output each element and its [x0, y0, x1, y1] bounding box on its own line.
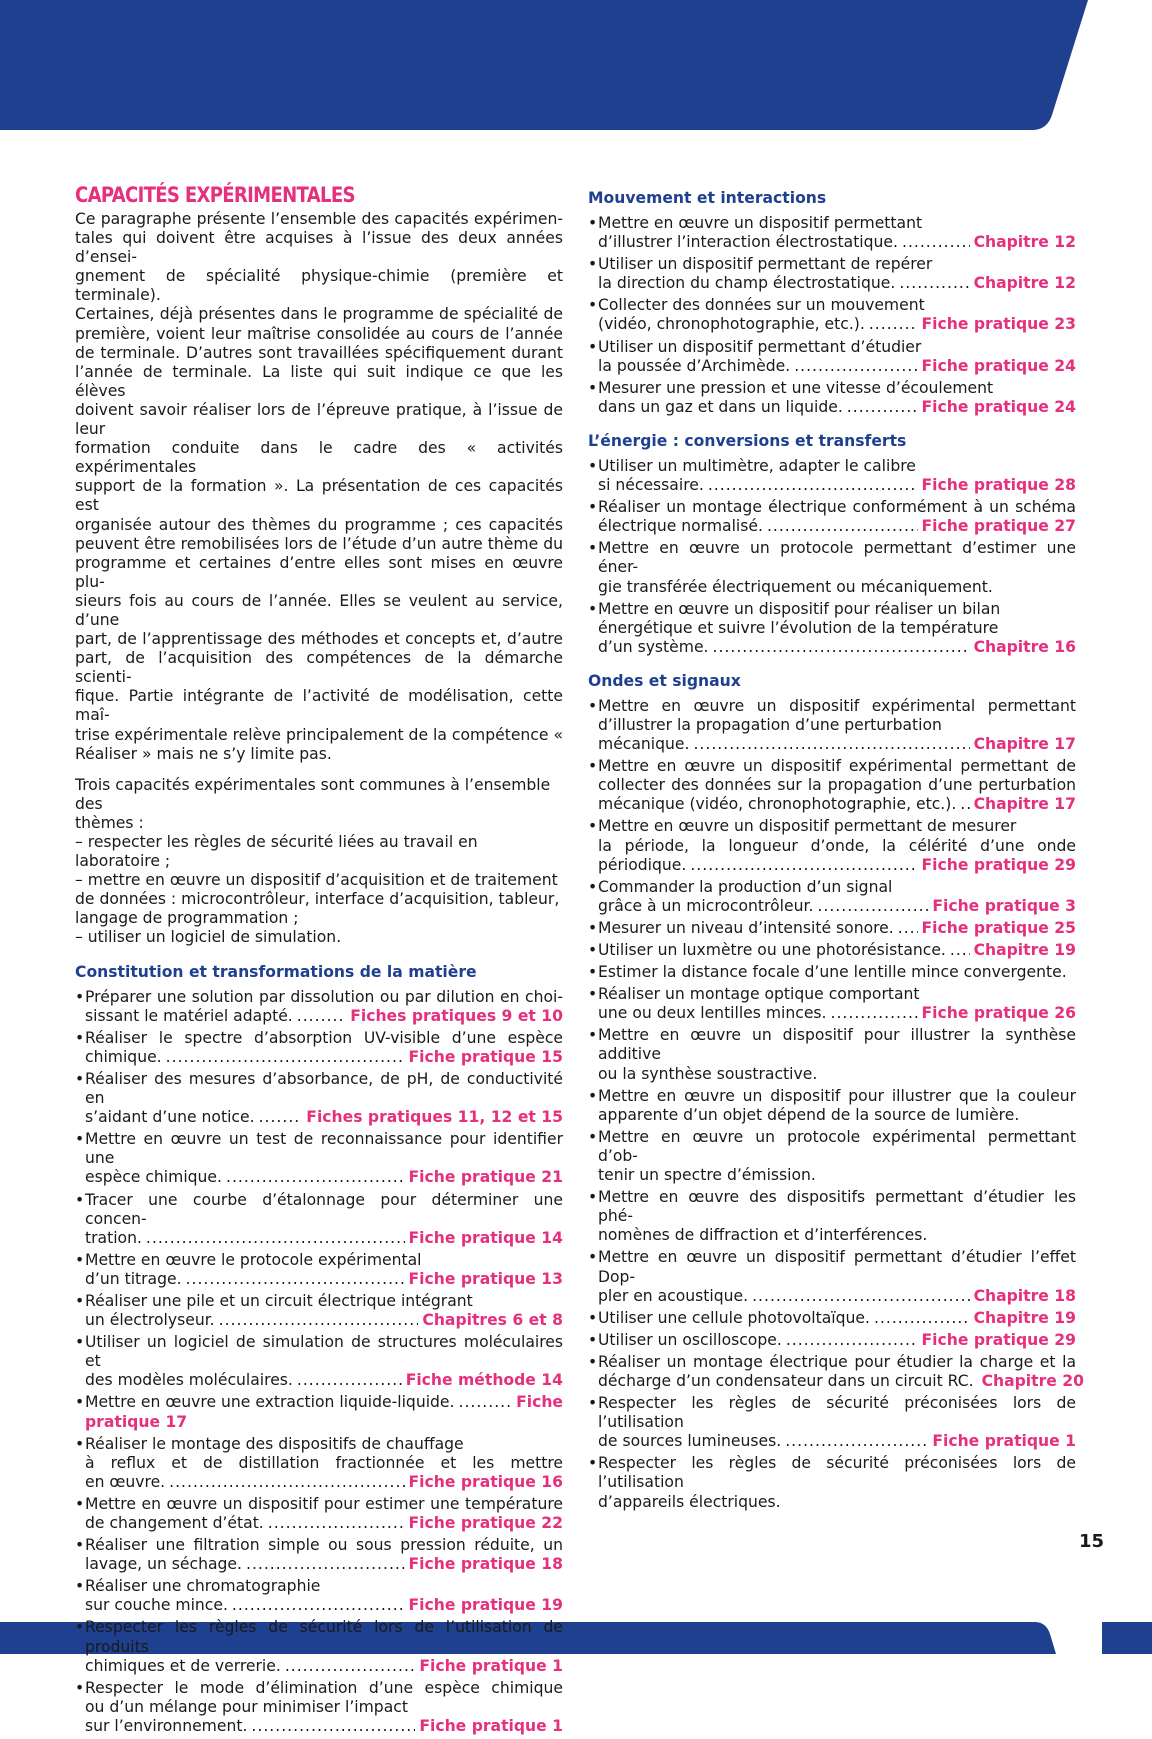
- dot-leader: [713, 638, 970, 657]
- capacity-item: [75, 1191, 563, 1248]
- capacity-last-line: [598, 476, 1076, 495]
- reference-link: Fiche pratique 14: [408, 1228, 563, 1247]
- capacity-last-line: [598, 941, 1076, 960]
- capacity-text: • Réaliser un montage optique comportant: [598, 985, 920, 1004]
- dot-leader: [767, 517, 918, 536]
- capacity-last-line: [85, 1108, 563, 1127]
- header-band: [0, 0, 1152, 130]
- reference-link: Fiche pratique 16: [408, 1472, 563, 1491]
- capacity-item: [588, 1248, 1076, 1305]
- capacity-text: en œuvre.: [85, 1472, 166, 1491]
- capacity-text: électrique normalisé.: [598, 517, 763, 536]
- capacity-text: sissant le matériel adapté.: [85, 1006, 293, 1025]
- capacity-text: • Utiliser un dispositif permettant d’étudier: [598, 337, 922, 356]
- reference-link: Fiche: [516, 1393, 563, 1412]
- capacity-item: [588, 697, 1076, 754]
- dot-leader: [458, 1393, 512, 1412]
- capacity-item: [75, 1029, 563, 1067]
- dot-leader: [708, 476, 918, 495]
- capacity-text: • Mettre en œuvre un test de reconnaissance pour identifier une: [85, 1130, 563, 1168]
- capacity-list-energie: [588, 457, 1076, 657]
- capacity-text: • Mettre en œuvre un protocole permettant d’estimer une éner-: [598, 539, 1076, 577]
- reference-link: Chapitre 17: [973, 735, 1076, 754]
- capacity-text: • Utiliser un logiciel de simulation de structures moléculaires et: [85, 1333, 563, 1371]
- dot-leader: [869, 315, 918, 334]
- capacity-item: [75, 1618, 563, 1675]
- text-line: l’année de terminale. La liste qui suit indique ce que les élèves: [75, 362, 563, 400]
- capacity-last-line: [85, 1007, 563, 1026]
- capacity-text: • Mettre en œuvre un dispositif expérimental permettant: [598, 696, 1076, 715]
- capacity-last-line: [598, 1004, 1076, 1023]
- text-line: programme et certaines d’entre elles sont mises en œuvre plu-: [75, 553, 563, 591]
- capacity-text: de sources lumineuses.: [598, 1432, 782, 1451]
- capacity-text: la direction du champ électrostatique.: [598, 274, 896, 293]
- dot-leader: [693, 735, 969, 754]
- reference-link: Fiche pratique 18: [408, 1555, 563, 1574]
- capacity-item: [75, 1495, 563, 1533]
- reference-link: Chapitre 12: [973, 274, 1076, 293]
- capacity-item: [588, 1026, 1076, 1083]
- dot-leader: [899, 274, 969, 293]
- dot-leader: [690, 856, 917, 875]
- capacity-last-line: [85, 1514, 563, 1533]
- reference-link: Fiche pratique 26: [921, 1004, 1076, 1023]
- reference-link: Fiche pratique 3: [932, 896, 1076, 915]
- common-capacities-paragraph: [75, 776, 563, 948]
- capacity-last-line: [598, 398, 1076, 417]
- capacity-text: gie transférée électriquement ou mécaniquement.: [598, 577, 993, 596]
- text-line: part, de l’apprentissage des méthodes et concepts et, d’autre: [75, 630, 563, 649]
- capacity-text: • Mesurer un niveau d’intensité sonore.: [598, 918, 894, 937]
- capacity-text: un électrolyseur.: [85, 1311, 215, 1330]
- capacity-text: • Utiliser une cellule photovoltaïque.: [598, 1308, 870, 1327]
- capacity-text: • Mesurer une pression et une vitesse d’écoulement: [598, 378, 994, 397]
- capacity-text: • Réaliser une chromatographie: [85, 1577, 321, 1596]
- capacity-item: [588, 214, 1076, 252]
- capacity-text: • Respecter les règles de sécurité préconisées lors de l’utilisation: [598, 1394, 1076, 1432]
- capacity-last-line: [598, 919, 1076, 938]
- capacity-list-ondes: [588, 696, 1084, 1512]
- capacity-text: • Respecter le mode d’élimination d’une espèce chimique: [85, 1678, 563, 1697]
- capacity-text: • Réaliser une filtration simple ou sous pression réduite, un: [85, 1536, 563, 1555]
- capacity-text: • Réaliser le montage des dispositifs de chauffage: [85, 1434, 464, 1453]
- capacity-text: • Mettre en œuvre un dispositif pour réaliser un bilan: [598, 599, 1001, 618]
- text-line: part, de l’acquisition des compétences de la démarche scienti-: [75, 649, 563, 687]
- capacity-item: [588, 1128, 1076, 1185]
- capacity-text: d’un système.: [598, 637, 709, 656]
- reference-link: Fiche pratique 19: [408, 1596, 563, 1615]
- text-line: thèmes :: [75, 813, 144, 832]
- capacity-last-line: [598, 795, 1076, 814]
- capacity-text: une ou deux lentilles minces.: [598, 1004, 827, 1023]
- text-line: Ce paragraphe présente l’ensemble des capacités expérimen-: [75, 210, 563, 228]
- right-column: [588, 182, 1084, 1515]
- capacity-item: [588, 338, 1076, 376]
- reference-link: Fiche pratique 25: [921, 918, 1076, 937]
- capacity-item: [588, 963, 1076, 982]
- capacity-text: • Mettre en œuvre un dispositif permettant: [598, 214, 923, 232]
- capacity-text: espèce chimique.: [85, 1168, 222, 1187]
- capacity-list-matiere: [75, 988, 563, 1736]
- capacity-item: [588, 498, 1076, 536]
- text-line: Réaliser » mais ne s’y limite pas.: [75, 744, 332, 763]
- reference-link: Fiche pratique 24: [921, 397, 1076, 416]
- reference-link: Chapitre 16: [973, 637, 1076, 656]
- reference-link: Fiche méthode 14: [405, 1371, 563, 1390]
- reference-link: Chapitre 19: [973, 941, 1076, 959]
- reference-link: Fiche pratique 28: [921, 476, 1076, 495]
- section-title-matiere: Constitution et transformations de la matière: [75, 962, 477, 981]
- capacity-last-line: [598, 233, 1076, 252]
- reference-link: Fiche pratique 29: [921, 855, 1076, 874]
- dot-leader: [752, 1287, 969, 1306]
- capacity-text: s’aidant d’une notice.: [85, 1108, 255, 1127]
- reference-link: Chapitre 20: [981, 1371, 1084, 1390]
- dot-leader: [831, 1004, 918, 1023]
- capacity-last-line: [598, 1331, 1076, 1350]
- capacity-item: [588, 379, 1076, 417]
- reference-link: Fiche pratique 13: [408, 1269, 563, 1288]
- capacity-item: [588, 539, 1076, 596]
- capacity-text: • Préparer une solution par dissolution ou par dilution en choi-: [85, 987, 563, 1006]
- page-number: 15: [1078, 1531, 1104, 1552]
- text-line: Trois capacités expérimentales sont communes à l’ensemble des: [75, 775, 551, 813]
- capacity-text: ou la synthèse soustractive.: [598, 1064, 818, 1083]
- dot-leader: [166, 1048, 405, 1067]
- capacity-last-line: [85, 1229, 563, 1248]
- capacity-last-line: [598, 1309, 1076, 1328]
- capacity-text: tenir un spectre d’émission.: [598, 1166, 816, 1185]
- capacity-text: • Utiliser un oscilloscope.: [598, 1330, 782, 1349]
- capacity-text: mécanique.: [598, 735, 690, 754]
- dot-leader: [817, 897, 928, 916]
- page-title: CAPACITÉS EXPÉRIMENTALES: [75, 183, 355, 207]
- capacity-item: [588, 600, 1076, 657]
- reference-link: Fiche pratique 21: [408, 1168, 563, 1187]
- capacity-text: la poussée d’Archimède.: [598, 356, 791, 375]
- text-line: formation conduite dans le cadre des « activités expérimentales: [75, 439, 563, 477]
- dot-leader: [960, 795, 969, 814]
- capacity-item: [75, 1679, 563, 1736]
- capacity-item: [588, 919, 1076, 938]
- capacity-text: • Mettre en œuvre un dispositif permettant de mesurer: [598, 817, 1017, 836]
- reference-link: Fiches pratiques 11, 12 et 15: [306, 1108, 563, 1127]
- capacity-last-line: [85, 1717, 563, 1736]
- dot-leader: [902, 233, 970, 252]
- capacity-text: sur couche mince.: [85, 1596, 228, 1615]
- capacity-text: nomènes de diffraction et d’interférences.: [598, 1226, 928, 1245]
- capacity-item: [75, 1130, 563, 1187]
- capacity-text: • Utiliser un multimètre, adapter le calibre: [598, 456, 916, 475]
- capacity-last-line: [598, 517, 1076, 536]
- reference-link: Fiche pratique 27: [921, 517, 1076, 536]
- capacity-text: • Mettre en œuvre une extraction liquide-liquide.: [85, 1393, 455, 1412]
- capacity-last-line: [85, 1657, 563, 1676]
- reference-link: Fiche pratique 15: [408, 1047, 563, 1066]
- capacity-item: [588, 1087, 1076, 1125]
- capacity-item: [588, 757, 1076, 814]
- capacity-last-line: [598, 1371, 1084, 1391]
- dot-leader: [219, 1311, 419, 1330]
- capacity-text: • Réaliser un montage électrique pour étudier la charge et la: [598, 1352, 1076, 1371]
- capacity-text: • Tracer une courbe d’étalonnage pour déterminer une concen-: [85, 1190, 563, 1228]
- capacity-text: apparente d’un objet dépend de la source de lumière.: [598, 1105, 1020, 1124]
- capacity-text: si nécessaire.: [598, 476, 704, 495]
- reference-link-continued: pratique 17: [85, 1412, 188, 1431]
- capacity-text: à reflux et de distillation fractionnée et les mettre: [85, 1453, 563, 1472]
- text-line: support de la formation ». La présentation de ces capacités est: [75, 477, 563, 515]
- capacity-last-line: [598, 638, 1076, 657]
- capacity-item: [75, 1251, 563, 1289]
- capacity-last-line: [85, 1473, 563, 1492]
- capacity-last-line: [598, 315, 1076, 334]
- dot-leader: [246, 1555, 405, 1574]
- dot-leader: [297, 1007, 346, 1026]
- section-title-ondes: Ondes et signaux: [588, 671, 741, 690]
- left-column: [75, 182, 563, 1739]
- capacity-text: (vidéo, chronophotographie, etc.).: [598, 315, 865, 334]
- text-line: peuvent être remobilisées lors de l’étude d’un autre thème du: [75, 534, 563, 553]
- capacity-text: • Mettre en œuvre le protocole expérimental: [85, 1250, 422, 1269]
- capacity-item: [588, 255, 1076, 293]
- dot-leader: [169, 1473, 404, 1492]
- capacity-text: • Réaliser des mesures d’absorbance, de pH, de conductivité en: [85, 1069, 563, 1108]
- capacity-text: • Collecter des données sur un mouvement: [598, 296, 925, 315]
- reference-link: Fiche pratique 1: [419, 1716, 563, 1735]
- capacity-last-line: [598, 1287, 1076, 1306]
- text-line: organisée autour des thèmes du programme ; ces capacités: [75, 515, 563, 534]
- capacity-item: [588, 817, 1076, 874]
- dot-leader: [268, 1514, 405, 1533]
- capacity-item: [588, 1188, 1076, 1245]
- text-line: doivent savoir réaliser lors de l’épreuve pratique, à l’issue de leur: [75, 400, 563, 439]
- capacity-text: • Réaliser une pile et un circuit électrique intégrant: [85, 1291, 473, 1310]
- capacity-item: [75, 988, 563, 1026]
- capacity-text: • Mettre en œuvre des dispositifs permettant d’étudier les phé-: [598, 1188, 1076, 1226]
- capacity-item: [588, 878, 1076, 916]
- capacity-text: chimique.: [85, 1047, 162, 1066]
- dot-leader: [186, 1270, 405, 1289]
- capacity-text: chimiques et de verrerie.: [85, 1656, 281, 1675]
- section-title-mouvement: Mouvement et interactions: [588, 189, 827, 207]
- capacity-last-line: [598, 735, 1076, 754]
- capacity-list-mouvement: [588, 214, 1076, 417]
- capacity-last-line: [598, 856, 1076, 875]
- dot-leader: [950, 941, 970, 960]
- text-line: tales qui doivent être acquises à l’issue des deux années d’ensei-: [75, 229, 563, 267]
- text-line: Certaines, déjà présentes dans le programme de spécialité de: [75, 305, 563, 324]
- capacity-text: • Mettre en œuvre un dispositif permettant d’étudier l’effet Dop-: [598, 1248, 1076, 1286]
- dot-leader: [259, 1108, 303, 1127]
- capacity-text: • Respecter les règles de sécurité préconisées lors de l’utilisation: [598, 1454, 1076, 1492]
- capacity-text: lavage, un séchage.: [85, 1555, 242, 1574]
- intro-paragraph: [75, 210, 563, 764]
- dot-leader: [297, 1371, 402, 1390]
- capacity-text: • Respecter les règles de sécurité lors de l’utilisation de produits: [85, 1618, 563, 1656]
- capacity-text: • Mettre en œuvre un dispositif pour estimer une température: [85, 1494, 563, 1513]
- capacity-last-line: [85, 1393, 563, 1412]
- capacity-item: [75, 1393, 563, 1431]
- dot-leader: [786, 1331, 918, 1350]
- reference-link: Fiche pratique 22: [408, 1514, 563, 1532]
- capacity-text: • Mettre en œuvre un dispositif pour illustrer que la couleur: [598, 1086, 1076, 1105]
- capacity-last-line: [598, 1432, 1076, 1451]
- capacity-text: dans un gaz et dans un liquide.: [598, 397, 843, 416]
- capacity-text: pler en acoustique.: [598, 1286, 749, 1305]
- capacity-last-line: [85, 1311, 563, 1330]
- capacity-last-line: [85, 1168, 563, 1187]
- capacity-text: ou d’un mélange pour minimiser l’impact: [85, 1697, 408, 1716]
- capacity-text: tration.: [85, 1228, 142, 1247]
- capacity-item: [588, 1309, 1076, 1328]
- reference-link: Chapitre 19: [973, 1308, 1076, 1327]
- capacity-text: énergétique et suivre l’évolution de la température: [598, 618, 999, 637]
- capacity-text: • Estimer la distance focale d’une lentille mince convergente.: [598, 963, 1067, 982]
- capacity-text: d’illustrer l’interaction électrostatique.: [598, 233, 898, 252]
- dot-leader: [847, 398, 918, 417]
- capacity-item: [588, 296, 1076, 334]
- capacity-text: décharge d’un condensateur dans un circuit RC.: [598, 1371, 974, 1390]
- capacity-last-line: [85, 1555, 563, 1574]
- capacity-item: [75, 1070, 563, 1127]
- dot-leader: [898, 919, 918, 938]
- capacity-text: des modèles moléculaires.: [85, 1371, 293, 1390]
- capacity-item: [588, 1352, 1084, 1391]
- capacity-text: d’illustrer la propagation d’une perturbation: [598, 715, 942, 734]
- dot-leader: [251, 1717, 415, 1736]
- capacity-item: [588, 1394, 1076, 1451]
- capacity-text: • Réaliser un montage électrique conformément à un schéma: [598, 498, 1076, 517]
- capacity-text: • Mettre en œuvre un protocole expérimental permettant d’ob-: [598, 1127, 1076, 1165]
- capacity-text: périodique.: [598, 855, 687, 874]
- capacity-last-line: [85, 1048, 563, 1067]
- reference-link: Fiche pratique 1: [419, 1656, 563, 1675]
- capacity-text: mécanique (vidéo, chronophotographie, etc.).: [598, 795, 957, 814]
- capacity-text: de changement d’état.: [85, 1514, 264, 1532]
- capacity-text: • Utiliser un luxmètre ou une photorésistance.: [598, 941, 946, 959]
- capacity-text: collecter des données sur la propagation d’une perturbation: [598, 776, 1076, 795]
- capacity-last-line: [598, 897, 1076, 916]
- capacity-item: [75, 1333, 563, 1390]
- text-line: sieurs fois au cours de l’année. Elles se veulent au service, d’une: [75, 591, 563, 629]
- capacity-item: [75, 1435, 563, 1492]
- dot-leader: [794, 357, 917, 376]
- capacity-item: [75, 1536, 563, 1574]
- capacity-last-line: [598, 357, 1076, 376]
- capacity-text: la période, la longueur d’onde, la célérité d’une onde: [598, 836, 1076, 855]
- capacity-item: [75, 1292, 563, 1330]
- reference-link: Chapitre 12: [973, 233, 1076, 252]
- capacity-text: • Commander la production d’un signal: [598, 877, 893, 896]
- capacity-item: [588, 1454, 1076, 1511]
- capacity-last-line: [85, 1270, 563, 1289]
- reference-link: Chapitre 18: [973, 1286, 1076, 1305]
- text-line: – utiliser un logiciel de simulation.: [75, 928, 342, 947]
- reference-link: Fiche pratique 24: [921, 356, 1076, 375]
- text-line: de terminale. D’autres sont travaillées spécifiquement durant: [75, 343, 563, 362]
- capacity-text: • Réaliser le spectre d’absorption UV-visible d’une espèce: [85, 1028, 563, 1047]
- reference-link: Chapitres 6 et 8: [422, 1311, 563, 1330]
- section-title-energie: L’énergie : conversions et transferts: [588, 431, 907, 450]
- capacity-text: d’appareils électriques.: [598, 1492, 781, 1511]
- dot-leader: [232, 1596, 405, 1615]
- capacity-last-line: [85, 1596, 563, 1615]
- reference-link: Fiche pratique 29: [921, 1330, 1076, 1349]
- text-line: langage de programmation ;: [75, 909, 299, 928]
- capacity-text: • Mettre en œuvre un dispositif expérimental permettant de: [598, 757, 1076, 776]
- text-line: gnement de spécialité physique-chimie (première et terminale).: [75, 267, 563, 305]
- text-line: fique. Partie intégrante de l’activité de modélisation, cette maî-: [75, 687, 563, 725]
- dot-leader: [285, 1657, 416, 1676]
- capacity-text: • Mettre en œuvre un dispositif pour illustrer la synthèse additive: [598, 1026, 1076, 1064]
- text-line: de données : microcontrôleur, interface d’acquisition, tableur,: [75, 890, 560, 909]
- capacity-text: sur l’environnement.: [85, 1716, 248, 1735]
- capacity-item: [588, 1331, 1076, 1350]
- capacity-item: [75, 1577, 563, 1615]
- capacity-item: [588, 457, 1076, 495]
- capacity-item: [588, 985, 1076, 1023]
- dot-leader: [146, 1229, 405, 1248]
- capacity-text: • Utiliser un dispositif permettant de repérer: [598, 255, 933, 274]
- capacity-text: grâce à un microcontrôleur.: [598, 896, 814, 915]
- text-line: – mettre en œuvre un dispositif d’acquisition et de traitement: [75, 871, 558, 890]
- reference-link: Fiche pratique 23: [921, 315, 1076, 334]
- text-line: trise expérimentale relève principalement de la compétence «: [75, 725, 563, 744]
- dot-leader: [226, 1168, 405, 1187]
- capacity-last-line: [598, 274, 1076, 293]
- capacity-text: d’un titrage.: [85, 1269, 182, 1288]
- text-line: première, voient leur maîtrise consolidée au cours de l’année: [75, 324, 563, 343]
- capacity-item: [588, 941, 1076, 960]
- reference-link: Chapitre 17: [973, 795, 1076, 814]
- reference-link: Fiches pratiques 9 et 10: [350, 1006, 563, 1025]
- dot-leader: [785, 1432, 928, 1451]
- text-line: – respecter les règles de sécurité liées au travail en laboratoire ;: [75, 833, 478, 871]
- reference-link: Fiche pratique 1: [932, 1432, 1076, 1451]
- dot-leader: [874, 1309, 970, 1328]
- capacity-last-line: [85, 1371, 563, 1390]
